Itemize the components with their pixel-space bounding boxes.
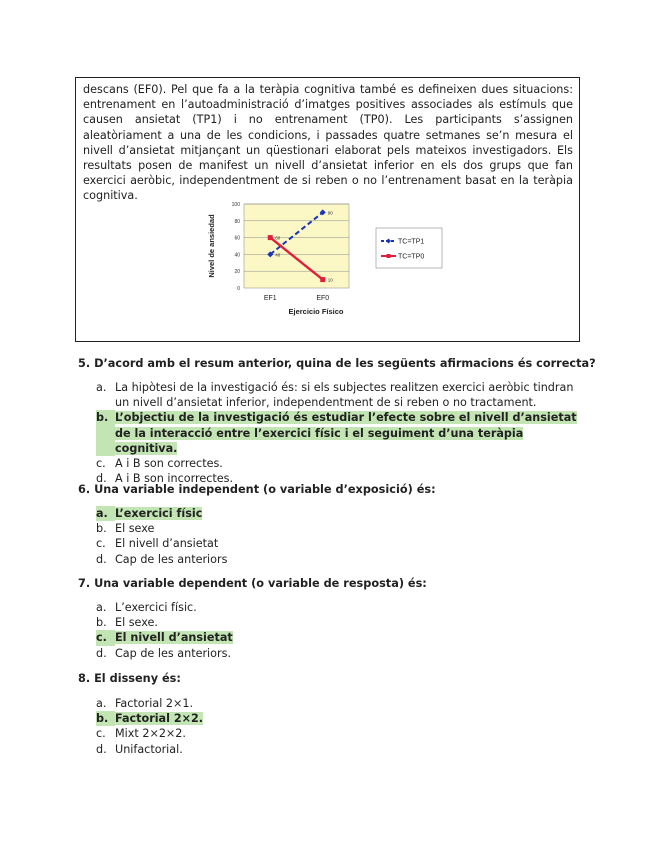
option-6-b [96, 521, 580, 536]
correct-answer-highlight: L’objectiu de la investigació és estudiar l’efecte sobre el nivell d’ansietat de la interacció entre l’exercici físic i el seguiment d’una teràpia cognitiva. [115, 411, 577, 455]
correct-answer-highlight: El nivell d’ansietat [115, 631, 233, 645]
option-text: L’exercici físic. [115, 601, 197, 614]
question-6-options [96, 506, 580, 567]
option-text: El sexe [115, 522, 155, 536]
summary-box [75, 77, 580, 342]
option-text: La hipòtesi de la investigació és: si els subjectes realitzen exercici aeròbic tindran un nivell d’ansietat inferior, independentment de si reben o no tractament. [115, 381, 574, 410]
option-text [115, 711, 580, 726]
y-tick-label: 0 [237, 286, 240, 292]
option-text: A i B son incorrectes. [115, 472, 234, 486]
option-7-d [96, 646, 580, 661]
x-axis-label: Ejercicio Físico [288, 307, 344, 316]
correct-answer-highlight: L’exercici físic [115, 507, 203, 520]
option-text: Factorial 2×1. [115, 697, 194, 710]
question-6-label: 6. Una variable independent (o variable d’exposició) és: [78, 483, 436, 496]
option-text: A i B son correctes. [115, 457, 223, 471]
option-letter: d. [96, 552, 107, 566]
question-8-label: 8. El disseny és: [78, 672, 181, 685]
option-7-a [96, 600, 580, 615]
option-text: El nivell d’ansietat [115, 537, 219, 551]
option-text: Unifactorial. [115, 742, 183, 756]
data-label: 60 [275, 235, 281, 241]
correct-answer-highlight: Factorial 2×2. [115, 712, 204, 726]
legend-box [376, 228, 442, 268]
legend-marker [387, 254, 391, 258]
option-text [115, 630, 580, 645]
option-8-b [96, 711, 580, 726]
option-text [115, 410, 580, 456]
option-letter: b. [96, 711, 115, 726]
y-tick-label: 60 [234, 235, 240, 242]
option-6-d [96, 552, 580, 567]
option-letter: d. [96, 472, 107, 486]
y-axis-label: Nivel de ansiedad [207, 214, 216, 278]
option-letter: c. [96, 630, 115, 645]
option-letter: a. [96, 381, 107, 394]
legend-label: TC=TP1 [398, 238, 425, 246]
option-8-a [96, 696, 580, 711]
option-7-b [96, 615, 580, 630]
option-letter: a. [96, 506, 115, 521]
question-8-options [96, 696, 580, 757]
option-5-a [96, 380, 580, 410]
intro-paragraph: descans (EF0). Pel que fa a la teràpia cognitiva també es defineixen dues situacions: entrenament en l’autoadministració d’imatges positives associades als estímuls que causen ansietat (TP1) i no entrenament (TP0). Les participants s’assignen aleatòriament a una de les condicions, i passades quatre setmanes se’n mesura el nivell d’ansietat mitjançant un qüestionari elaborat pels mateixos investigadors. Els resultats posen de manifest un nivell d’ansietat inferior en els dos grups que fan exercici aeròbic, independentment de si reben o no l’entrenament basat en la teràpia cognitiva. [83, 83, 573, 203]
option-letter: a. [96, 697, 107, 710]
option-letter: c. [96, 727, 106, 741]
option-5-b [96, 410, 580, 456]
option-8-d [96, 742, 580, 757]
data-label: 90 [327, 210, 333, 216]
option-text: El sexe. [115, 616, 158, 630]
option-letter: d. [96, 646, 107, 660]
option-letter: b. [96, 410, 115, 456]
anxiety-line-chart [196, 195, 456, 320]
option-letter: c. [96, 537, 106, 551]
question-5-label: 5. D’acord amb el resum anterior, quina de les següents afirmacions és correcta? [78, 357, 596, 370]
data-label: 10 [327, 277, 333, 283]
option-7-c [96, 630, 580, 645]
question-5-options [96, 380, 580, 486]
plot-area [244, 204, 349, 288]
option-text: Cap de les anteriors [115, 552, 228, 566]
option-letter: d. [96, 742, 107, 756]
data-point [320, 277, 325, 282]
data-point [268, 235, 273, 240]
option-5-c [96, 456, 580, 471]
option-6-a [96, 506, 580, 521]
question-7-label: 7. Una variable dependent (o variable de resposta) és: [78, 577, 427, 590]
option-letter: b. [96, 616, 107, 630]
y-tick-label: 100 [231, 202, 240, 208]
option-letter: a. [96, 601, 107, 614]
option-letter: b. [96, 522, 107, 536]
legend-label: TC=TP0 [398, 253, 425, 261]
y-tick-label: 80 [234, 218, 240, 225]
option-text: Cap de les anteriors. [115, 646, 231, 660]
x-tick-label: EF0 [316, 295, 330, 302]
option-text: Mixt 2×2×2. [115, 727, 186, 741]
option-letter: c. [96, 457, 106, 471]
option-6-c [96, 536, 580, 551]
option-text [115, 506, 580, 521]
option-8-c [96, 726, 580, 741]
data-label: 40 [275, 252, 281, 258]
x-tick-label: EF1 [263, 295, 277, 302]
question-7-options [96, 600, 580, 661]
y-tick-label: 20 [234, 269, 240, 276]
y-tick-label: 40 [234, 252, 240, 259]
